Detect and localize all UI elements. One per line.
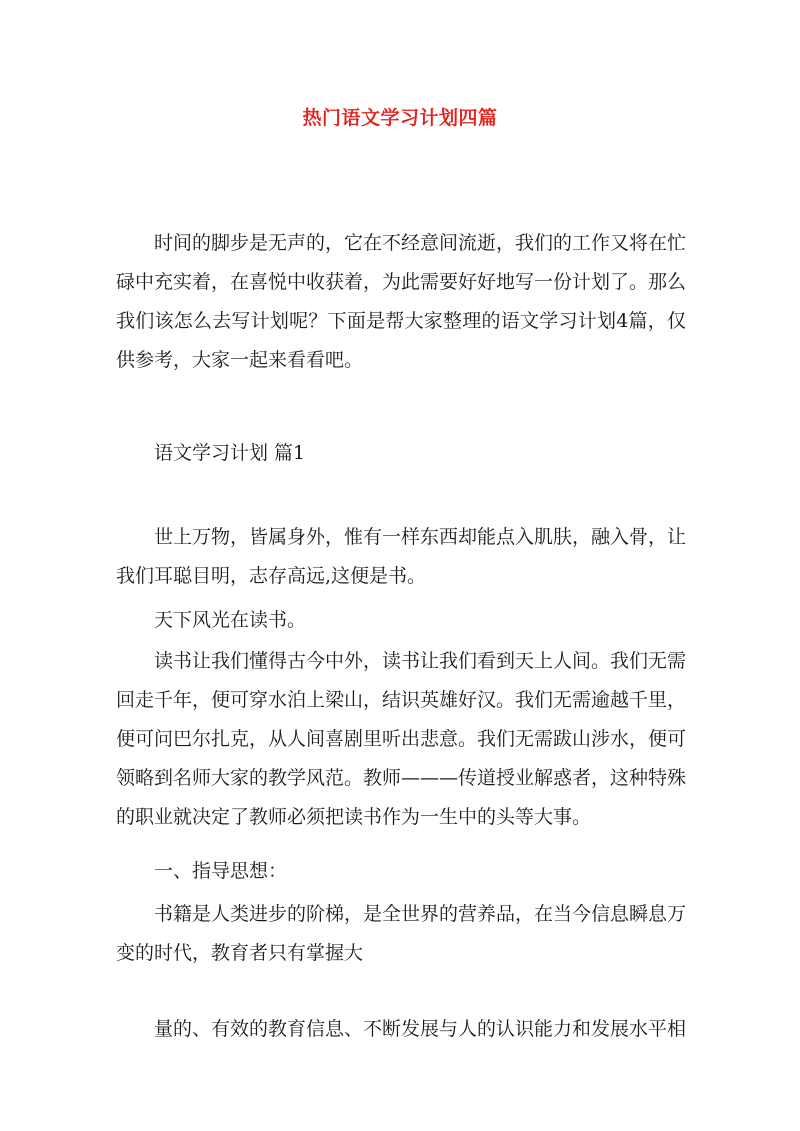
document-title: 热门语文学习计划四篇	[302, 107, 498, 129]
intro-paragraph: 时间的脚步是无声的，它在不经意间流逝，我们的工作又将在忙碌中充实着，在喜悦中收获着，为此需要好好地写一份计划了。那么我们该怎么去写计划呢？下面是帮大家整理的语文学习计划4篇，仅供参考，大家一起来看看吧。	[116, 232, 687, 371]
body-paragraph: 天下风光在读书。	[154, 609, 307, 631]
body-paragraph: 量的、有效的教育信息、不断发展与人的认识能力和发展水平相	[154, 1018, 687, 1040]
section-heading: 语文学习计划 篇1	[154, 442, 306, 464]
section-subheading: 一、指导思想：	[154, 860, 288, 882]
body-paragraph: 书籍是人类进步的阶梯，是全世界的营养品，在当今信息瞬息万变的时代，教育者只有掌握大	[116, 903, 687, 964]
body-paragraph: 读书让我们懂得古今中外，读书让我们看到天上人间。我们无需回走千年，便可穿水泊上梁山，结识英雄好汉。我们无需逾越千里，便可问巴尔扎克，从人间喜剧里听出悲意。我们无需跋山涉水，便可领略到名师大家的教学风范。教师———传道授业解惑者，这种特殊的职业就决定了教师必须把读书作为一生中的头等大事。	[116, 650, 687, 828]
body-paragraph: 世上万物，皆属身外，惟有一样东西却能点入肌肤，融入骨，让我们耳聪目明，志存高远,这便是书。	[116, 526, 687, 587]
